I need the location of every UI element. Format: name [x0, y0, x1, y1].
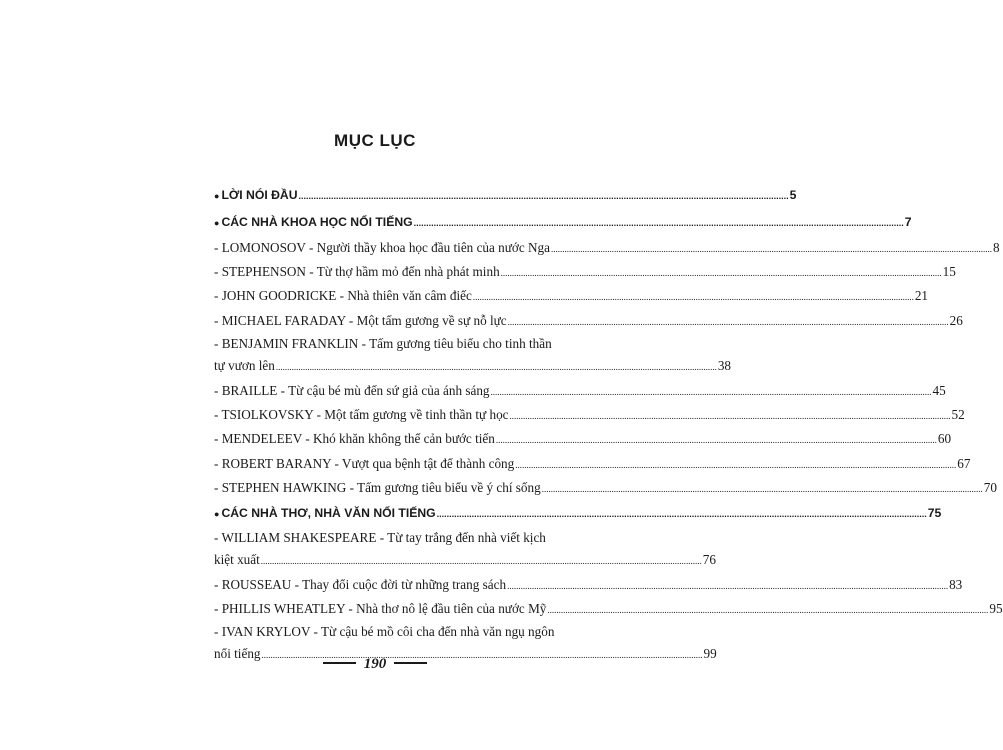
bullet-icon: ●	[214, 218, 220, 228]
toc-entry-page: 99	[703, 646, 717, 662]
dot-leader	[276, 356, 717, 378]
toc-entry	[214, 355, 732, 379]
toc-entry	[214, 452, 971, 476]
toc-entry-title: - MICHAEL FARADAY - Một tấm gương về sự nỗ lực	[214, 312, 507, 328]
dot-leader	[508, 310, 949, 334]
table-of-contents	[214, 182, 1003, 668]
toc-entry	[214, 427, 952, 451]
toc-entry	[214, 549, 716, 573]
toc-entry-title: - STEPHEN HAWKING - Tấm gương tiêu biểu về ý chí sống	[214, 479, 541, 495]
toc-entry	[214, 260, 956, 284]
toc-entry	[214, 476, 997, 500]
toc-entry-page: 83	[949, 577, 963, 593]
dot-leader	[437, 501, 927, 528]
toc-entry-page: 75	[927, 505, 942, 520]
dot-leader	[491, 380, 932, 404]
toc-entry	[214, 333, 556, 355]
toc-entry	[214, 182, 797, 209]
toc-entry	[214, 573, 963, 597]
toc-entry-page: 15	[942, 264, 956, 280]
toc-entry-title: CÁC NHÀ THƠ, NHÀ VĂN NỔI TIẾNG	[221, 505, 436, 520]
page-footer	[0, 656, 750, 673]
dot-leader	[510, 404, 951, 428]
dot-leader	[507, 574, 948, 598]
dot-leader	[414, 210, 904, 237]
dot-leader	[542, 477, 983, 501]
toc-entry-title: - MENDELEEV - Khó khăn không thể cản bước tiến	[214, 431, 495, 447]
toc-entry-page: 52	[951, 407, 965, 423]
toc-entry-title: - ROUSSEAU - Thay đổi cuộc đời từ những trang sách	[214, 577, 507, 593]
toc-entry-title: - WILLIAM SHAKESPEARE - Từ tay trắng đến nhà viết kịch	[214, 529, 546, 545]
toc-entry-page: 38	[717, 357, 732, 373]
bullet-icon: ●	[214, 508, 220, 519]
dot-leader	[496, 428, 937, 452]
dot-leader	[547, 598, 988, 622]
toc-entry-title: kiệt xuất	[214, 551, 260, 567]
footer-rule-left	[323, 662, 356, 664]
dot-leader	[473, 285, 914, 309]
toc-entry	[214, 236, 1000, 260]
toc-entry-page: 8	[993, 240, 1000, 255]
toc-entry	[214, 500, 942, 527]
toc-entry-page: 67	[957, 455, 971, 471]
toc-entry-title: nổi tiếng	[214, 646, 261, 662]
dot-leader	[261, 550, 702, 572]
toc-entry-page: 26	[949, 312, 963, 328]
toc-entry	[214, 527, 556, 549]
toc-entry-page: 7	[904, 215, 912, 229]
toc-entry-title: - STEPHENSON - Từ thợ hầm mỏ đến nhà phát minh	[214, 264, 500, 280]
toc-entry	[214, 597, 1003, 621]
toc-entry	[214, 621, 556, 643]
page-number: 190	[363, 656, 387, 672]
dot-leader	[299, 183, 789, 210]
toc-entry	[214, 209, 912, 236]
toc-entry-page: 60	[937, 431, 952, 447]
toc-entry-title: - ROBERT BARANY - Vượt qua bệnh tật để thành công	[214, 455, 515, 471]
toc-entry	[214, 284, 929, 308]
toc-entry-title: - TSIOLKOVSKY - Một tấm gương về tinh thần tự học	[214, 407, 509, 423]
toc-entry-page: 95	[989, 601, 1003, 617]
toc-entry-title: - BENJAMIN FRANKLIN - Tấm gương tiêu biểu cho tinh thần	[214, 335, 552, 351]
footer-rule-right	[394, 662, 427, 664]
toc-entry-page: 21	[914, 288, 929, 304]
toc-entry-title: LỜI NÓI ĐẦU	[221, 188, 298, 202]
toc-entry-page: 45	[932, 382, 946, 398]
toc-entry-title: - IVAN KRYLOV - Từ cậu bé mồ côi cha đến nhà văn ngụ ngôn	[214, 624, 555, 640]
dot-leader	[501, 261, 942, 285]
dot-leader	[515, 453, 956, 477]
toc-entry-title: tự vươn lên	[214, 357, 275, 373]
toc-entry-page: 76	[702, 551, 716, 567]
toc-entry	[214, 309, 963, 333]
toc-entry-title: CÁC NHÀ KHOA HỌC NỔI TIẾNG	[221, 215, 413, 229]
dot-leader	[551, 237, 992, 261]
toc-entry-page: 70	[983, 479, 997, 495]
toc-entry	[214, 379, 946, 403]
toc-entry-title: - JOHN GOODRICKE - Nhà thiên văn câm điếc	[214, 288, 472, 304]
toc-entry-title: - BRAILLE - Từ cậu bé mù đến sứ giả của ánh sáng	[214, 382, 490, 398]
toc-entry-page: 5	[789, 188, 797, 202]
toc-entry-title: - PHILLIS WHEATLEY - Nhà thơ nô lệ đầu tiên của nước Mỹ	[214, 601, 547, 617]
page-title: MỤC LỤC	[334, 131, 416, 150]
toc-entry	[214, 403, 965, 427]
bullet-icon: ●	[214, 191, 220, 201]
toc-entry-title: - LOMONOSOV - Người thầy khoa học đầu tiên của nước Nga	[214, 240, 551, 255]
